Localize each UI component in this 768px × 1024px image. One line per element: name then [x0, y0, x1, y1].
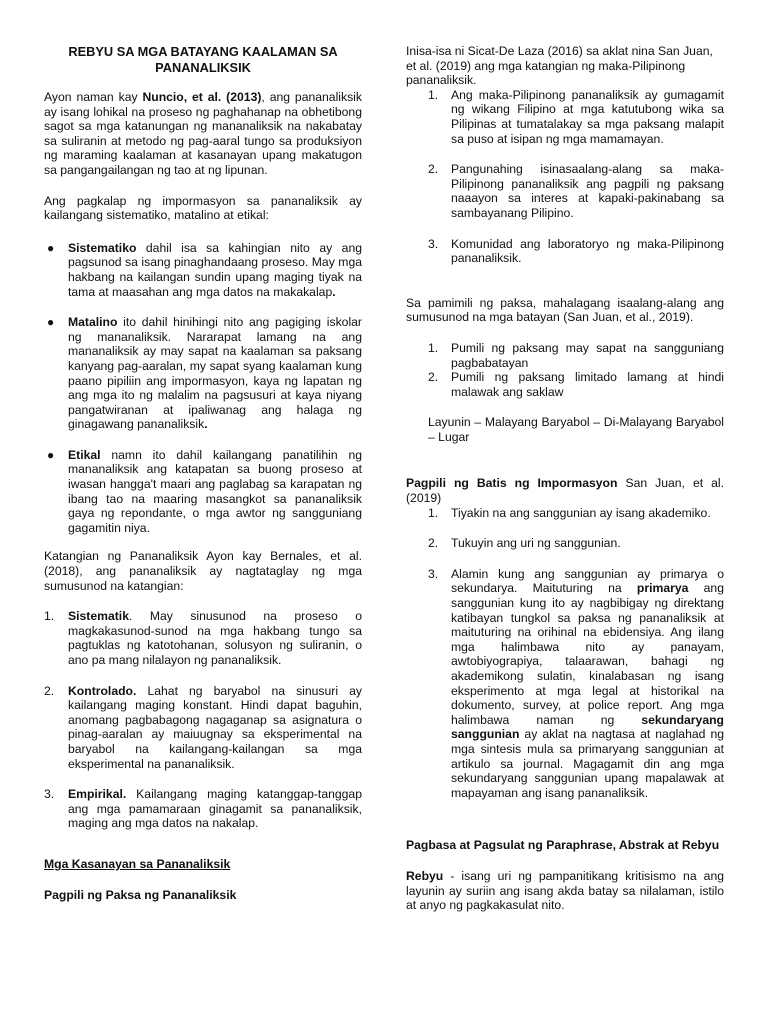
left-column — [44, 40, 362, 902]
list-item: 3. Empirikal. Kailangang maging katanggap-tanggap ang mga pamamaraan ginagamit sa pananaliksik, maging ang mga datos na nakalap. — [44, 787, 362, 831]
list-item: ● Sistematiko dahil isa sa kahingian nito ay ang pagsunod sa isang pinaghandaang proseso. May mga hakbang na kailangan sundin upang maging tiyak na tama at maasahan ang mga datos na makakalap. — [47, 240, 362, 299]
list-item: 1. Tiyakin na ang sanggunian ay isang akademiko. — [428, 505, 711, 520]
qualities-list — [44, 241, 362, 536]
bullet-icon: ● — [47, 240, 55, 255]
list-item: 2. Kontrolado. Lahat ng baryabol na sinusuri ay kailangang maging konstant. Hindi dapat baguhin, anomang pagbabagong nagaganap sa asignatura o pinag-aaralan ay maiuugnay sa eksperimental na baryabol na kailangang-kailangan sa mga eksperimental na pananaliksik. — [44, 683, 362, 771]
reading-writing-heading: Pagbasa at Pagsulat ng Paraphrase, Abstrak at Rebyu — [406, 838, 720, 853]
traits-intro: Katangian ng Pananaliksik Ayon kay Bernales, et al. (2018), ang pananaliksik ay nagtataglay ng mga sumusunod na katangian: — [44, 549, 362, 593]
sources-list — [406, 506, 724, 801]
sources-paragraph: Pagpili ng Batis ng Impormasyon San Juan, et al. (2019) — [406, 476, 724, 506]
list-item: ● Matalino ito dahil hinihingi nito ang pagiging iskolar ng mananaliksik. Nararapat lamang na ang mananaliksik ay may sapat na kaalaman sa paksang kanyang pag-aaralan, my sapat syang kaalaman kung paano pipiliin ang impormasyon, kaya ng lapatan ng ang mga ito ng malalim na pagsusuri at kaya niyang pangatwiranan at ipaliwanag ang halaga ng ginagawang pananaliksik. — [47, 315, 362, 432]
bullet-icon: ● — [47, 315, 55, 330]
bullet-icon: ● — [47, 447, 55, 462]
list-item: 2. Tukuyin ang uri ng sanggunian. — [428, 536, 621, 551]
list-item: 3. Alamin kung ang sanggunian ay primarya o sekundarya. Maituturing na primarya ang sanggunian kung ito ay nagbibigay ng direktang katibayan tungkol sa paksa ng pananaliksik at maituturing na orihinal na ebidensiya. Ang ilang mga halimbawa nito ay panayam, awtobiyograpiya, talaarawan, bahagi ng akademikong sulatin, kinalabasan ng isang eksperimento at mga legal at historikal na dokumento, survey, at police report. Ang mga halimbawa naman ng sekundaryang sanggunian ay aklat na nagtasa at naglahad ng mga sintesis mula sa primaryang sanggunian at artikulo sa journal. Magagamit din ang mga sekundaryang sanggunian upang mapalawak at mapayaman ang isang pananaliksik. — [428, 566, 724, 800]
document-title: REBYU SA MGA BATAYANG KAALAMAN SA PANANALIKSIK — [68, 44, 338, 75]
topic-selection-heading: Pagpili ng Paksa ng Pananaliksik — [44, 887, 237, 902]
list-item: 3. Komunidad ang laboratoryo ng maka-Pilipinong pananaliksik. — [428, 236, 724, 266]
filipino-research-list — [406, 88, 724, 266]
right-column — [406, 44, 724, 913]
topic-criteria-paragraph: Sa pamimili ng paksa, mahalagang isaalang-alang ang sumusunod na mga batayan (San Juan, et al., 2019). — [406, 295, 724, 325]
variables-line: Layunin – Malayang Baryabol – Di-Malayang Baryabol – Lugar — [428, 415, 724, 444]
list-item: 1. Sistematik. May sinusunod na proseso o magkakasunod-sunod na mga hakbang tungo sa pagtuklas ng katotohanan, solusyon ng suliranin, o ano pa mang nilalayon ng pananaliksik. — [44, 609, 362, 667]
list-item: ● Etikal namn ito dahil kailangang panatilihin ng mananaliksik ang katapatan sa buong proseso at iwasan hangga't maari ang paglabag sa karapatan ng ibang tao na maaring masangkot sa pananaliksik gaya ng repondante, o mga awtor ng sangguniang gagamitin niya. — [47, 447, 362, 535]
list-item: 1. Ang maka-Pilipinong pananaliksik ay gumagamit ng wikang Filipino at mga katutubong wika sa Pilipinas at tumatalakay sa mga paksang malapit sa puso at isipan ng mga mamamayan. — [428, 87, 724, 146]
list-item: 2. Pangunahing isinasaalang-alang sa maka-Pilipinong pananaliksik ang pagpili ng paksang naaayon sa interes at kapaki-pakinabang sa sambayanang Pilipino. — [428, 162, 724, 220]
author-citation: Nuncio, et al. (2013) — [142, 90, 262, 104]
gathering-paragraph: Ang pagkalap ng impormasyon sa pananaliksik ay kailangang sistematiko, matalino at etikal: — [44, 193, 362, 223]
topic-criteria-list — [406, 341, 724, 399]
intro-paragraph: Ayon naman kay Nuncio, et al. (2013), ang pananaliksik ay isang lohikal na proseso ng paghahanap na obhetibong sagot sa mga katanungan ng mananaliksik na nakabatay sa suliranin at metodo ng pag-aaral tungo sa produksiyon ng maraming kaalaman at kasanayan upang makatugon sa pangangailangan ng tao at ng lipunan. — [44, 90, 362, 177]
rebyu-definition: Rebyu - isang uri ng pampanitikang kritisismo na ang layunin ay suriin ang isang akda batay sa nilalaman, istilo at anyo ng pagkakasulat nito. — [406, 868, 724, 913]
list-item: 1. Pumili ng paksang may sapat na sangguniang pagbabatayan — [428, 340, 724, 370]
list-item: 2. Pumili ng paksang limitado lamang at hindi malawak ang saklaw — [428, 370, 724, 399]
traits-list — [44, 609, 362, 831]
filipino-research-paragraph: Inisa-isa ni Sicat-De Laza (2016) sa aklat nina San Juan, et al. (2019) ang mga katangian ng maka-Pilipinong pananaliksik. — [406, 44, 713, 88]
sources-heading: Pagpili ng Batis ng Impormasyon — [406, 476, 618, 491]
skills-heading: Mga Kasanayan sa Pananaliksik — [44, 856, 231, 871]
